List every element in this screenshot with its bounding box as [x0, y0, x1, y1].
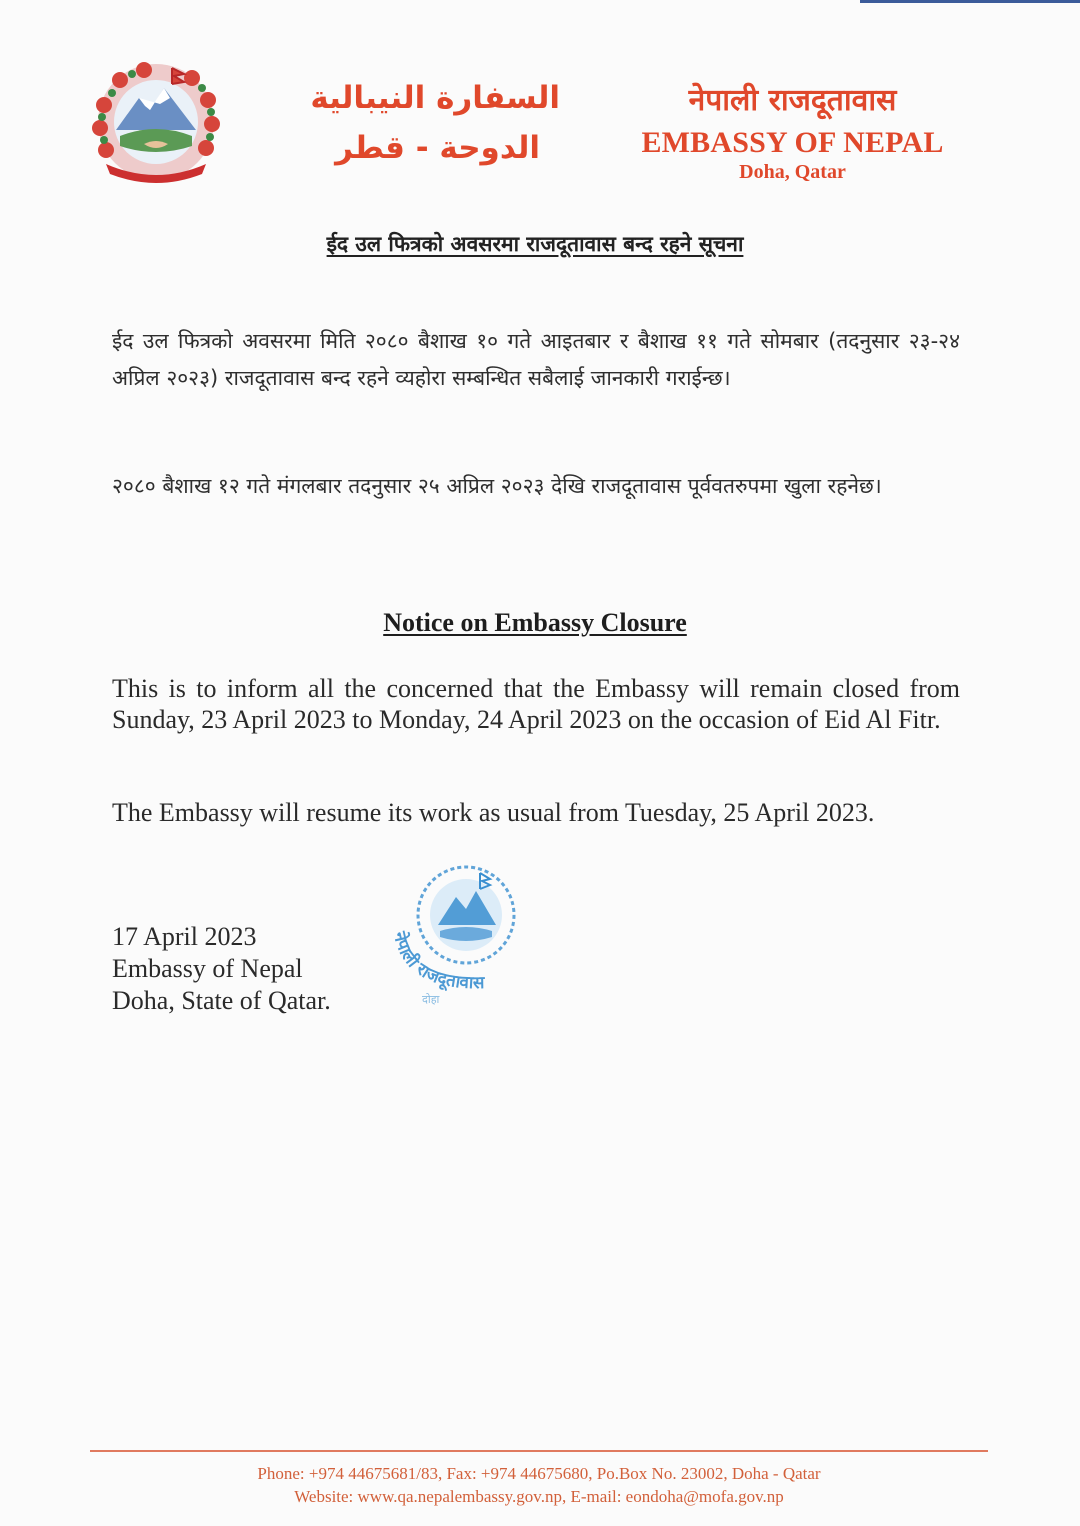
top-edge-line	[860, 0, 1080, 3]
nepali-paragraph-2: २०८० बैशाख १२ गते मंगलबार तदनुसार २५ अप्रिल २०२३ देखि राजदूतावास पूर्ववतरुपमा खुला रहनेछ।	[112, 474, 882, 498]
english-embassy-name: EMBASSY OF NEPAL	[641, 126, 944, 159]
nepali-notice-title: ईद उल फित्रको अवसरमा राजदूतावास बन्द रहने सूचना	[326, 232, 744, 256]
footer-contact: Phone: +974 44675681/83, Fax: +974 44675680, Po.Box No. 23002, Doha - Qatar	[257, 1464, 821, 1483]
signature-place: Doha, State of Qatar.	[112, 986, 331, 1015]
nepal-emblem-icon	[84, 60, 229, 195]
english-paragraph-1: This is to inform all the concerned that the Embassy will remain closed from Sunday, 23 April 2023 to Monday, 24 April 2023 on the occasion of Eid Al Fitr.	[112, 674, 960, 734]
english-paragraph-2: The Embassy will resume its work as usual from Tuesday, 25 April 2023.	[112, 798, 875, 827]
stamp-text: नेपाली राजदूतावास	[389, 929, 485, 994]
english-notice-title: Notice on Embassy Closure	[383, 608, 687, 637]
embassy-stamp-icon	[376, 855, 546, 1015]
signature-org: Embassy of Nepal	[112, 954, 303, 983]
embassy-city: Doha, Qatar	[739, 161, 846, 183]
nepali-paragraph-1: ईद उल फित्रको अवसरमा मिति २०८० बैशाख १० गते आइतबार र बैशाख ११ गते सोमबार (तदनुसार २३-२४ अप्रिल २०२३) राजदूतावास बन्द रहने व्यहोरा सम्बन्धित सबैलाई जानकारी गराईन्छ।	[112, 329, 960, 390]
footer-web-email: Website: www.qa.nepalembassy.gov.np, E-mail: eondoha@mofa.gov.np	[294, 1487, 784, 1506]
arabic-embassy-name: السفارة النيبالية	[310, 80, 560, 116]
stamp-subtext: दोहा	[422, 993, 440, 1006]
footer-divider	[90, 1450, 988, 1452]
arabic-city: الدوحة - قطر	[335, 130, 540, 166]
nepali-embassy-name: नेपाली राजदूतावास	[688, 83, 897, 118]
notice-date: 17 April 2023	[112, 922, 257, 951]
